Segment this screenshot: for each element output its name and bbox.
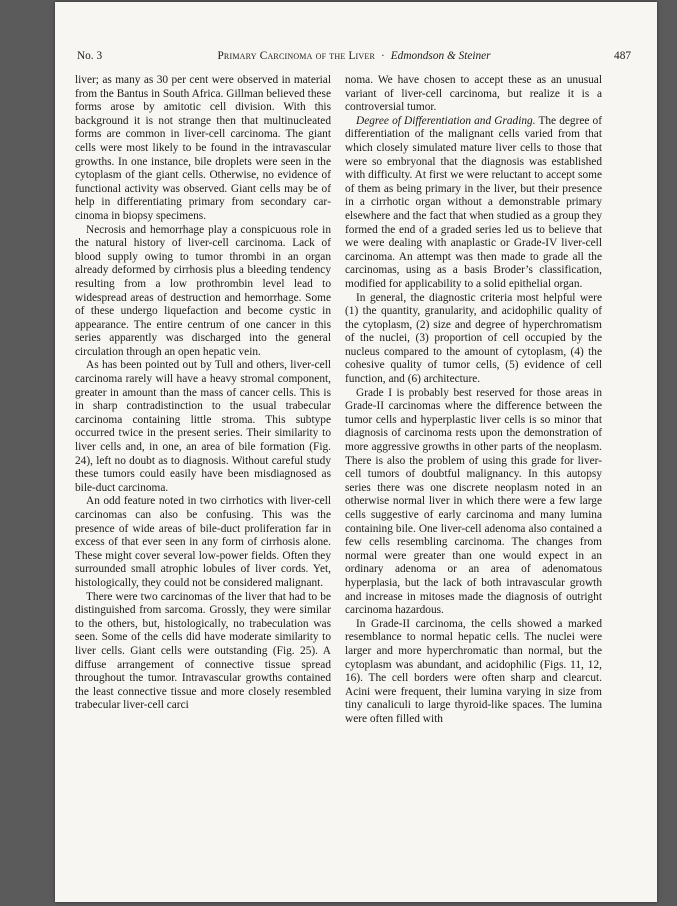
- journal-page: [55, 2, 657, 902]
- grading-paragraph: [345, 115, 602, 292]
- article-authors: Edmondson & Steiner: [390, 50, 491, 62]
- paragraph: Necrosis and hemorrhage play a conspicuous role in the natural history of liver-cell carcinoma. Lack of blood supply owing to tumor thrombi in an organ already deformed by cirrhosis plus a bleeding tendency resulting from a low prothrombin level lead to widespread areas of destruction and hemorrhage. Some of these undergo liquefaction and become cystic in appearance. The entire centrum of one cancer in this series apparently was discharged into the general circulation through an open hepatic vein.: [75, 223, 331, 358]
- left-column: [75, 74, 331, 713]
- paragraph: liver; as many as 30 per cent were observed in material from the Bantus in South Africa. Gillman believed these forms arose by amitotic cell division. With this background it is not strange then that multinucleated forms are common in liver-cell carcinoma. The giant cells were most likely to be found in the intravascular growths. In one instance, bile droplets were seen in the cytoplasm of the giant cells. Otherwise, no evidence of functional activity was observed. Giant cells may be of help in differentiating primary from secondary carcinoma in biopsy specimens.: [75, 74, 331, 222]
- page-number: 487: [614, 50, 631, 62]
- paragraph: In general, the diagnostic criteria most helpful were (1) the quantity, granularity, and acidophilic quality of the cytoplasm, (2) size and degree of hyperchromatism of the nuclei, (3) proportion of cell occupied by the nucleus compared to the amount of cytoplasm, (4) the cohesive quality of tumor cells, (5) evidence of cell function, and (6) architecture.: [345, 291, 602, 386]
- article-title: Primary Carcinoma of the Liver: [217, 50, 376, 62]
- paragraph: In Grade-II carcinoma, the cells showed a marked resemblance to normal hepatic cells. The nuclei were larger and more hyperchromatic than normal, but the cytoplasm was abundant, and acidophilic (Figs. 11, 12, 16). The cell borders were often sharp and clearcut. Acini were frequent, their lumina varying in size from tiny canaliculi to large thyroid-like spaces. The lumina were often filled with: [345, 617, 602, 725]
- paragraph: There were two carcinomas of the liver that had to be distinguished from sarcoma. Grossly, they were similar to the others, but, histologically, no trabeculation was seen. Some of the cells did have moderate similarity to liver cells. Giant cells were outstanding (Fig. 25). A diffuse arrangement of connective tissue spread throughout the tumor. Intravascular growths contained the least connective tissue and more closely resembled trabecular liver-cell carci: [75, 590, 331, 712]
- title-separator: ·: [381, 50, 385, 62]
- section-subhead: Degree of Differentiation and Grading.: [356, 114, 536, 127]
- running-title: [77, 50, 631, 62]
- paragraph: As has been pointed out by Tull and others, liver-cell carcinoma rarely will have a heavy stromal component, greater in amount than the mass of cancer cells. This is in sharp contradistinction to the usual trabecular carcinoma containing little stroma. This subtype occurred twice in the present series. Their similarity to liver cells and, in one, an area of bile formation (Fig. 24), left no doubt as to diagnosis. Without careful study these tumors could easily have been misdiagnosed as bile-duct carcinoma.: [75, 359, 331, 494]
- paragraph: An odd feature noted in two cirrhotics with liver-cell carcinomas can also be confusing. This was the presence of wide areas of bile-duct proliferation far in excess of that ever seen in any form of cirrhosis alone. These might cover several low-power fields. Often they surrounded small atrophic lobules of liver cords. Yet, histologically, they could not be considered malignant.: [75, 495, 331, 589]
- subhead-body: The degree of differentiation of the malignant cells varied from that which closely simulated mature liver cells to those that were so embryonal that the diagnosis was established with difficulty. At first we were reluctant to accept some of them as being primary in the liver, but their presence in a cirrhotic organ without a demonstrable primary elsewhere and the fact that when studied as a group they formed the end of a graded series led us to believe that we were dealing with anaplastic or Grade-IV liver-cell carcinoma. An attempt was then made to grade all the carcinomas, using as a basis Broder’s classification, modified for applicability to a solid epithelial organ.: [345, 114, 602, 290]
- paragraph: Grade I is probably best reserved for those areas in Grade-II carcinomas where the difference between the tumor cells and hyperplastic liver cells is so minor that diagnosis of carcinoma rests upon the demonstration of more aggressive growths in other parts of the neoplasm. There is also the problem of using this grade for liver-cell tumors of doubtful malignancy. In this autopsy series there was one discrete neoplasm noted in an otherwise normal liver in which there were a few large cells suggestive of early carcinoma and many lumina containing bile. One liver-cell adenoma also contained a few cells resembling carcinoma. The changes from normal were greater than one would expect in an ordinary adenoma or an area of adenomatous hyperplasia, but the lack of both intravascular growth and increase in mitoses made the diagnosis of outright carcinoma hazardous.: [345, 386, 602, 617]
- right-column: [345, 74, 602, 727]
- running-head: [77, 50, 631, 66]
- paragraph: noma. We have chosen to accept these as an unusual variant of liver-cell carcinoma, but realize it is a controversial tumor.: [345, 74, 602, 114]
- issue-number: No. 3: [77, 50, 103, 62]
